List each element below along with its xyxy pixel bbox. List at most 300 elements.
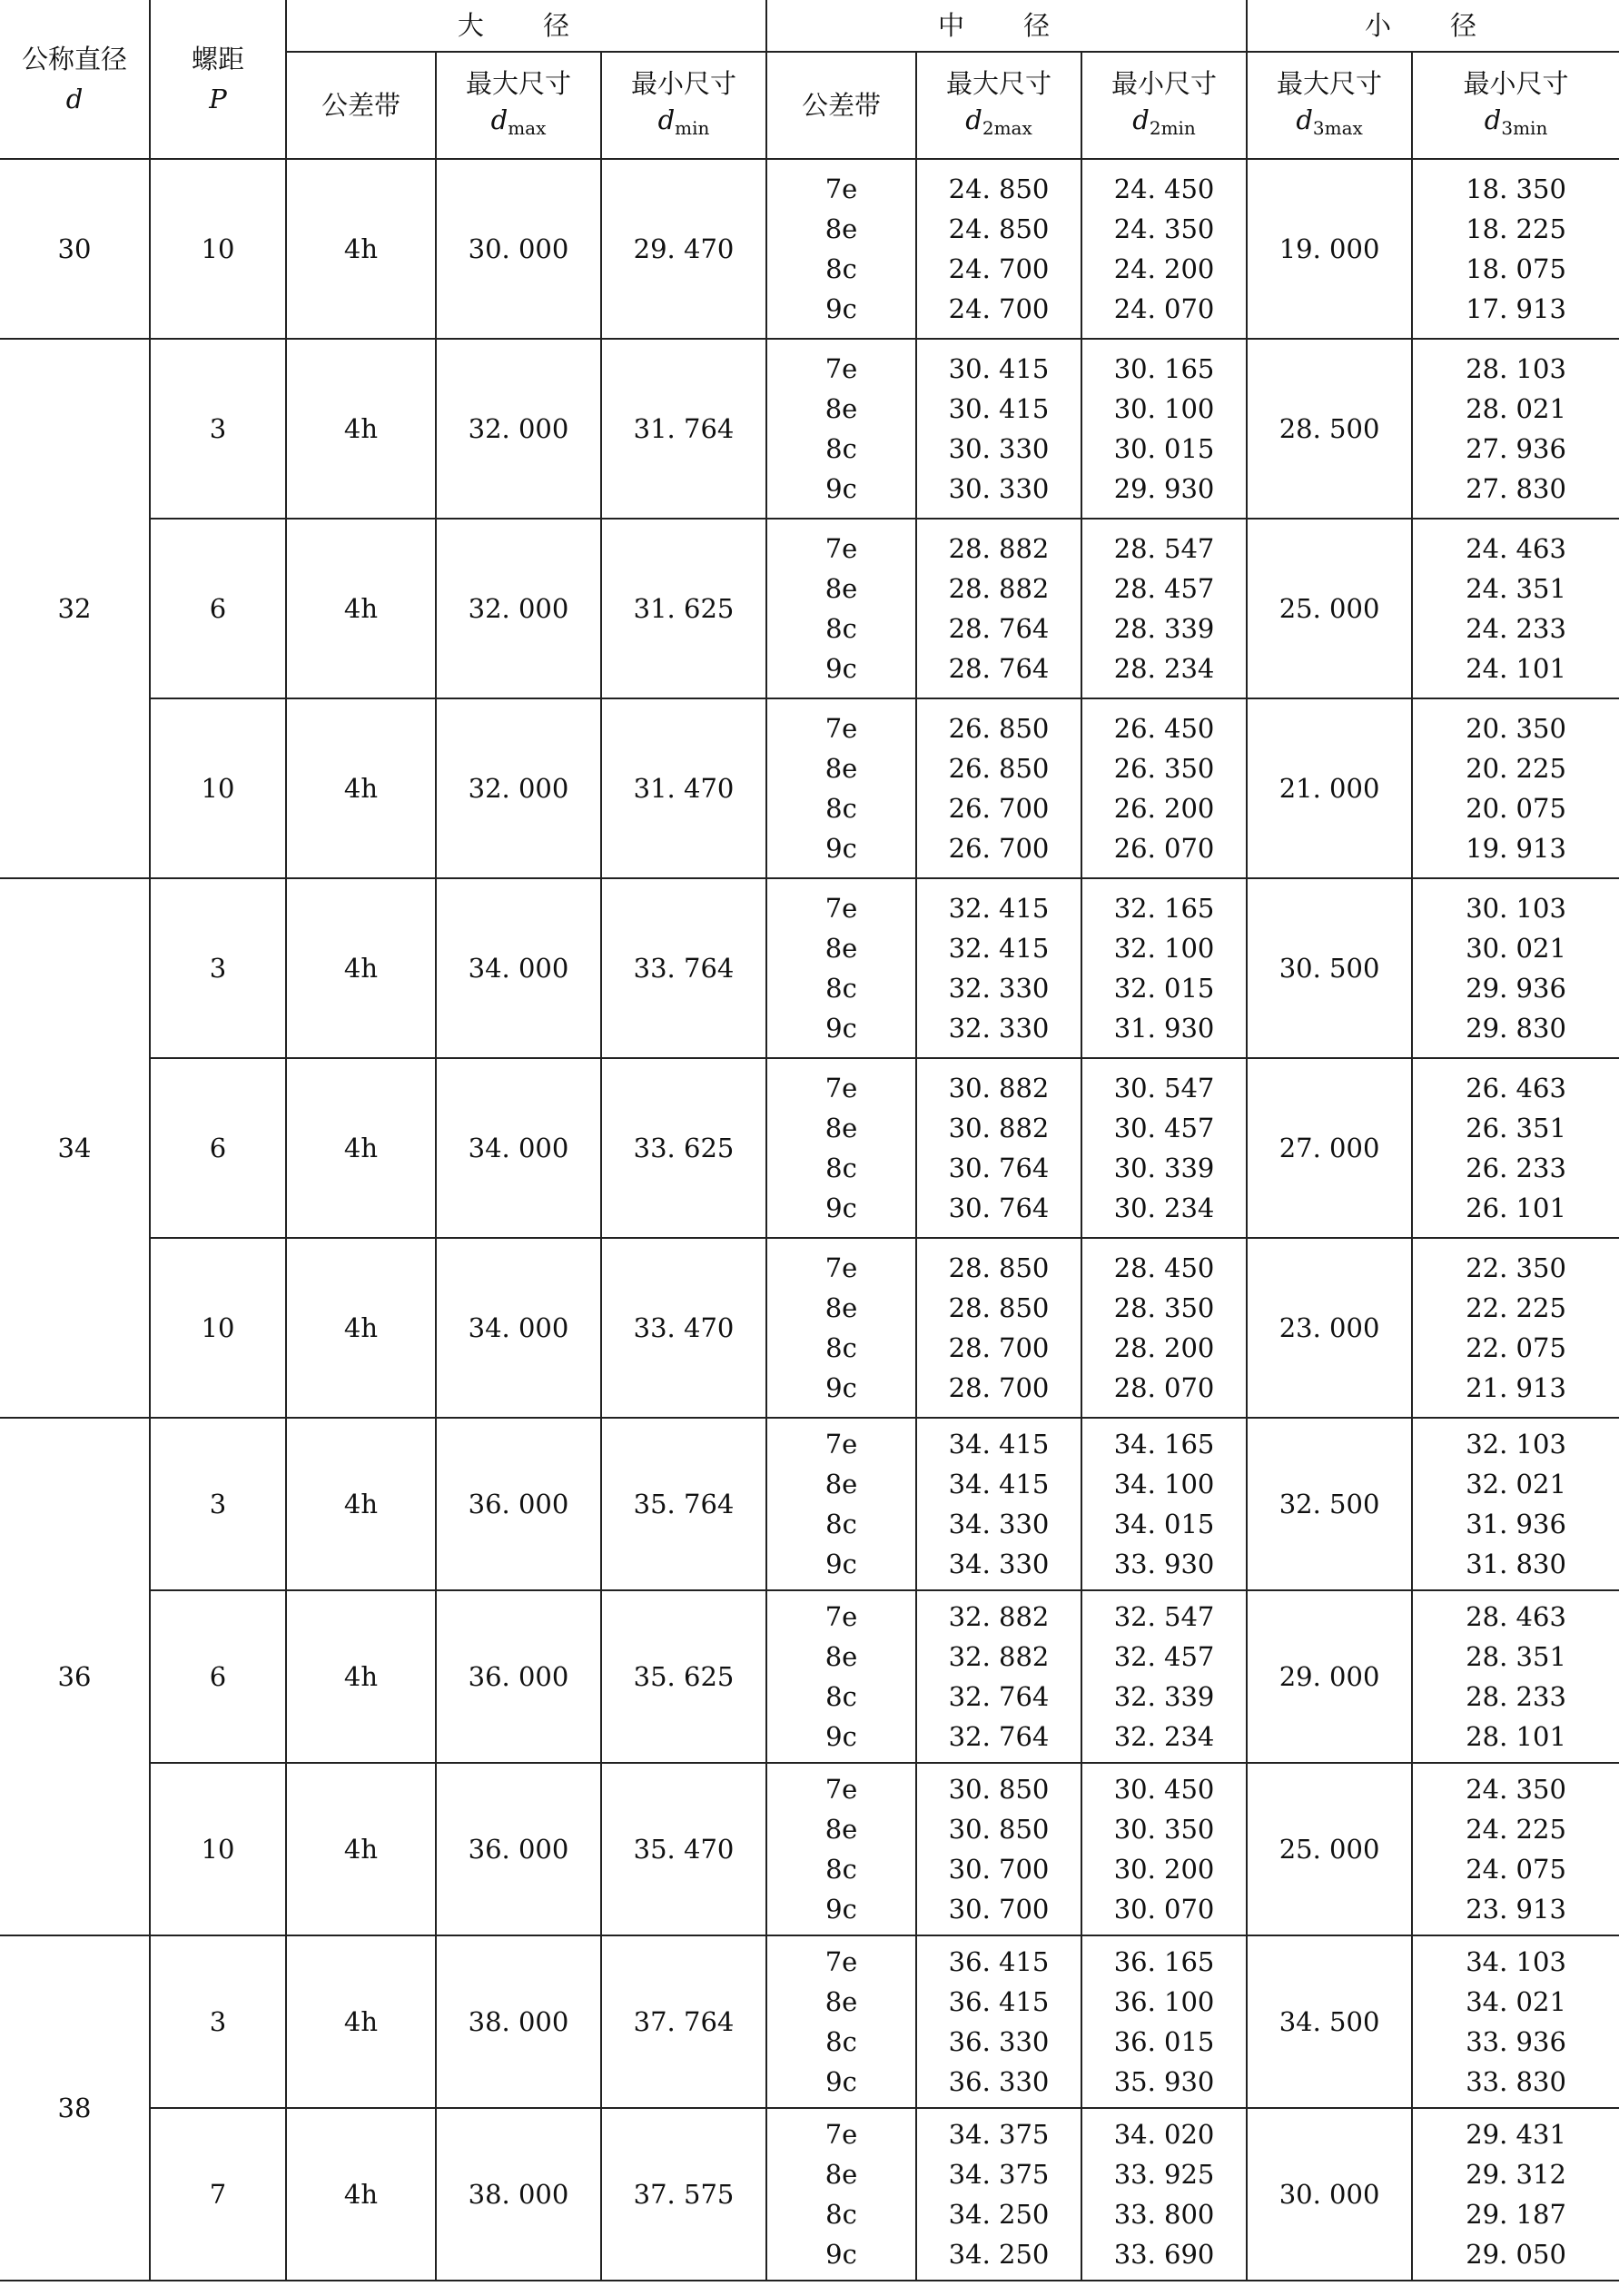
d2min-cell-value: 33. 925 [1113,2159,1215,2190]
d2max-cell-value: 32. 764 [948,1681,1050,1712]
header-nominal-diameter-label: 公称直径 [21,44,127,74]
pitch-tolerance-band-cell [766,1418,916,1590]
header-pitch-label: 螺距 [191,44,244,74]
d3min-cell-value: 29. 050 [1466,2239,1566,2270]
d2max-cell-value: 24. 700 [948,253,1050,284]
d2max-cell-value: 28. 850 [948,1292,1050,1323]
d2max-cell-value: 36. 330 [948,2066,1050,2097]
pitch-tolerance-band-cell [766,1935,916,2108]
d2max-cell-value: 30. 700 [948,1854,1050,1885]
d2min-cell [1081,1935,1247,2108]
header-d2min-symbol: d [1132,104,1150,135]
d3min-cell [1412,698,1619,878]
d3min-cell-value: 22. 225 [1466,1292,1566,1323]
d3max-cell: 29. 000 [1247,1590,1412,1763]
d3min-cell-value: 24. 351 [1466,573,1566,604]
major-tolerance-band-cell: 4h [286,878,436,1058]
d2min-cell-value: 34. 100 [1113,1469,1215,1499]
pitch-tolerance-band-cell-value: 8c [825,613,857,644]
d2max-cell [916,698,1081,878]
d2min-cell-value: 28. 234 [1113,653,1215,684]
header-d3min-symbol: d [1484,104,1502,135]
d2min-cell-value: 30. 450 [1113,1774,1215,1805]
header-dmax-symbol: d [490,104,508,135]
nominal-diameter-cell: 36 [0,1418,150,1935]
d2min-cell-value: 30. 547 [1113,1073,1215,1103]
major-tolerance-band-cell: 4h [286,2108,436,2281]
pitch-cell: 10 [150,1238,286,1418]
d2min-cell [1081,2108,1247,2281]
d2max-cell-value: 26. 700 [948,793,1050,824]
d2max-cell-value: 34. 415 [948,1429,1050,1460]
pitch-tolerance-band-cell-value: 9c [825,1193,857,1223]
d2max-cell-value: 28. 700 [948,1332,1050,1363]
d2max-cell [916,1763,1081,1935]
table-row [0,1590,1619,1763]
d3min-cell-value: 23. 913 [1466,1894,1566,1925]
pitch-tolerance-band-cell-value: 8c [825,2026,857,2057]
pitch-cell: 3 [150,1418,286,1590]
d3max-cell: 28. 500 [1247,339,1412,519]
header-d3max-symbol: d [1296,104,1313,135]
pitch-tolerance-band-cell-value: 8e [824,933,858,964]
header-dmax-label: 最大尺寸 [465,67,571,99]
d2min-cell-value: 28. 450 [1113,1252,1215,1283]
d2min-cell-value: 30. 200 [1113,1854,1215,1885]
d2min-cell-value: 28. 070 [1113,1372,1215,1403]
d2min-cell-value: 28. 200 [1113,1332,1215,1363]
nominal-diameter-cell: 34 [0,878,150,1418]
d2max-cell [916,1238,1081,1418]
pitch-tolerance-band-cell-value: 7e [824,1429,858,1460]
d3min-cell-value: 28. 233 [1466,1681,1566,1712]
d3min-cell [1412,2108,1619,2281]
d2max-cell-value: 30. 700 [948,1894,1050,1925]
d2min-cell-value: 35. 930 [1113,2066,1215,2097]
d3min-cell-value: 22. 075 [1466,1332,1566,1363]
d3min-cell-value: 30. 021 [1466,933,1566,964]
d2max-cell-value: 32. 882 [948,1641,1050,1672]
header-dmax-sub: max [508,116,547,139]
pitch-tolerance-band-cell-value: 8c [825,433,857,464]
d3min-cell-value: 28. 463 [1466,1601,1566,1632]
d3min-cell-value: 20. 075 [1466,793,1566,824]
major-tolerance-band-cell: 4h [286,1238,436,1418]
d2min-cell [1081,878,1247,1058]
d2max-cell-value: 28. 882 [948,533,1050,564]
dmax-cell: 38. 000 [436,1935,601,2108]
d2max-cell-value: 32. 415 [948,893,1050,924]
d3min-cell-value: 18. 225 [1466,213,1566,244]
d2min-cell-value: 30. 350 [1113,1814,1215,1845]
pitch-tolerance-band-cell-value: 7e [824,2119,858,2150]
header-dmin [601,52,766,159]
d3min-cell-value: 34. 021 [1466,1986,1566,2017]
d2max-cell-value: 34. 250 [948,2199,1050,2230]
d2max-cell-value: 30. 882 [948,1113,1050,1143]
d2max-cell-value: 30. 330 [948,433,1050,464]
d2max-cell [916,2108,1081,2281]
d2max-cell-value: 24. 850 [948,213,1050,244]
d2max-cell [916,1058,1081,1238]
d3min-cell-value: 29. 830 [1466,1013,1566,1044]
d3min-cell-value: 28. 101 [1466,1721,1566,1752]
nominal-diameter-cell: 38 [0,1935,150,2281]
major-tolerance-band-cell: 4h [286,698,436,878]
d3min-cell-value: 18. 350 [1466,173,1566,204]
dmin-cell: 33. 764 [601,878,766,1058]
d3min-cell-value: 24. 463 [1466,533,1566,564]
header-pitch-tolerance-band: 公差带 [766,52,916,159]
pitch-tolerance-band-cell-value: 8e [824,1986,858,2017]
dmax-cell: 32. 000 [436,339,601,519]
pitch-tolerance-band-cell-value: 8e [824,1113,858,1143]
pitch-cell: 3 [150,339,286,519]
header-d3max-label: 最大尺寸 [1277,67,1383,99]
table-row [0,159,1619,339]
d3min-cell [1412,1058,1619,1238]
major-tolerance-band-cell: 4h [286,1935,436,2108]
d2min-cell [1081,1418,1247,1590]
pitch-tolerance-band-cell [766,1590,916,1763]
pitch-tolerance-band-cell-value: 9c [825,1372,857,1403]
d2max-cell [916,1590,1081,1763]
d2min-cell-value: 33. 800 [1113,2199,1215,2230]
pitch-tolerance-band-cell [766,339,916,519]
table-row [0,1238,1619,1418]
header-pitch [150,0,286,159]
pitch-tolerance-band-cell-value: 7e [824,173,858,204]
d3max-cell: 25. 000 [1247,1763,1412,1935]
header-nominal-diameter [0,0,150,159]
d3min-cell-value: 21. 913 [1466,1372,1566,1403]
d2min-cell-value: 36. 165 [1113,1946,1215,1977]
d3min-cell [1412,1590,1619,1763]
d3min-cell [1412,159,1619,339]
pitch-tolerance-band-cell-value: 8e [824,1292,858,1323]
header-d3min-label: 最小尺寸 [1463,67,1569,99]
d3max-cell: 19. 000 [1247,159,1412,339]
d2min-cell-value: 34. 015 [1113,1509,1215,1539]
pitch-tolerance-band-cell-value: 7e [824,1946,858,1977]
pitch-tolerance-band-cell-value: 8e [824,1469,858,1499]
d3min-cell [1412,1935,1619,2108]
pitch-tolerance-band-cell-value: 9c [825,1894,857,1925]
pitch-tolerance-band-cell-value: 7e [824,1774,858,1805]
d2max-cell-value: 30. 415 [948,353,1050,384]
d2min-cell-value: 36. 100 [1113,1986,1215,2017]
pitch-cell: 3 [150,878,286,1058]
pitch-tolerance-band-cell-value: 8c [825,1681,857,1712]
d3min-cell-value: 28. 021 [1466,393,1566,424]
header-d2max-symbol: d [965,104,982,135]
pitch-cell: 6 [150,1058,286,1238]
d2max-cell [916,159,1081,339]
d3min-cell-value: 27. 936 [1466,433,1566,464]
pitch-tolerance-band-cell [766,1763,916,1935]
major-tolerance-band-cell: 4h [286,339,436,519]
d2max-cell-value: 32. 764 [948,1721,1050,1752]
d3min-cell-value: 17. 913 [1466,293,1566,324]
d3min-cell-value: 28. 103 [1466,353,1566,384]
pitch-tolerance-band-cell [766,698,916,878]
d2min-cell-value: 32. 234 [1113,1721,1215,1752]
d2max-cell [916,1935,1081,2108]
header-d3max [1247,52,1412,159]
d2max-cell-value: 34. 375 [948,2119,1050,2150]
dmin-cell: 33. 625 [601,1058,766,1238]
table-row [0,1418,1619,1590]
d3min-cell-value: 26. 101 [1466,1193,1566,1223]
dmax-cell: 36. 000 [436,1590,601,1763]
pitch-tolerance-band-cell-value: 9c [825,653,857,684]
d2min-cell-value: 24. 450 [1113,173,1215,204]
pitch-tolerance-band-cell-value: 7e [824,533,858,564]
major-tolerance-band-cell: 4h [286,1590,436,1763]
d2max-cell-value: 28. 882 [948,573,1050,604]
pitch-tolerance-band-cell-value: 9c [825,2239,857,2270]
d3min-cell-value: 30. 103 [1466,893,1566,924]
d3min-cell-value: 31. 830 [1466,1549,1566,1579]
header-d2min-label: 最小尺寸 [1111,67,1218,99]
pitch-tolerance-band-cell [766,2108,916,2281]
d2min-cell-value: 30. 100 [1113,393,1215,424]
major-tolerance-band-cell: 4h [286,519,436,698]
header-pitch-symbol: P [209,84,227,114]
d3min-cell-value: 24. 225 [1466,1814,1566,1845]
d3max-cell: 21. 000 [1247,698,1412,878]
pitch-tolerance-band-cell-value: 8c [825,253,857,284]
header-pitch-diameter: 中 径 [766,0,1247,52]
pitch-tolerance-band-cell-value: 9c [825,2066,857,2097]
pitch-tolerance-band-cell-value: 9c [825,1721,857,1752]
d2max-cell-value: 26. 850 [948,713,1050,744]
d3min-cell-value: 26. 463 [1466,1073,1566,1103]
pitch-tolerance-band-cell [766,1238,916,1418]
pitch-cell: 10 [150,698,286,878]
pitch-tolerance-band-cell [766,1058,916,1238]
d3min-cell-value: 22. 350 [1466,1252,1566,1283]
table-row [0,1935,1619,2108]
d3min-cell-value: 20. 350 [1466,713,1566,744]
d3min-cell-value: 27. 830 [1466,473,1566,504]
dmin-cell: 37. 764 [601,1935,766,2108]
d3min-cell-value: 24. 075 [1466,1854,1566,1885]
table-row [0,2108,1619,2281]
d2max-cell [916,878,1081,1058]
d3min-cell [1412,1763,1619,1935]
d2max-cell-value: 30. 330 [948,473,1050,504]
d3min-cell-value: 29. 936 [1466,973,1566,1004]
d2max-cell-value: 36. 415 [948,1986,1050,2017]
dmax-cell: 36. 000 [436,1763,601,1935]
d3min-cell-value: 34. 103 [1466,1946,1566,1977]
pitch-tolerance-band-cell-value: 8c [825,1854,857,1885]
dmin-cell: 31. 470 [601,698,766,878]
d2max-cell-value: 30. 850 [948,1814,1050,1845]
d3min-cell-value: 32. 021 [1466,1469,1566,1499]
pitch-cell: 6 [150,519,286,698]
pitch-tolerance-band-cell-value: 8e [824,213,858,244]
dmin-cell: 35. 764 [601,1418,766,1590]
pitch-tolerance-band-cell-value: 8e [824,573,858,604]
header-d3max-sub: 3max [1312,116,1363,139]
d2min-cell-value: 30. 457 [1113,1113,1215,1143]
d2min-cell-value: 28. 457 [1113,573,1215,604]
nominal-diameter-cell: 30 [0,159,150,339]
d2max-cell-value: 30. 882 [948,1073,1050,1103]
header-nominal-diameter-symbol: d [65,84,84,114]
d2max-cell-value: 32. 330 [948,1013,1050,1044]
d2max-cell-value: 28. 764 [948,653,1050,684]
d2max-cell-value: 34. 375 [948,2159,1050,2190]
header-d3min-sub: 3min [1501,116,1548,139]
pitch-tolerance-band-cell-value: 8c [825,2199,857,2230]
d2max-cell-value: 36. 415 [948,1946,1050,1977]
pitch-cell: 10 [150,159,286,339]
pitch-tolerance-band-cell-value: 8e [824,1814,858,1845]
d3min-cell-value: 33. 830 [1466,2066,1566,2097]
dmin-cell: 35. 625 [601,1590,766,1763]
d3max-cell: 25. 000 [1247,519,1412,698]
pitch-tolerance-band-cell-value: 9c [825,833,857,864]
pitch-tolerance-band-cell [766,519,916,698]
d3min-cell-value: 31. 936 [1466,1509,1566,1539]
d2max-cell [916,339,1081,519]
d2min-cell-value: 28. 350 [1113,1292,1215,1323]
major-tolerance-band-cell: 4h [286,159,436,339]
d3min-cell-value: 29. 431 [1466,2119,1566,2150]
pitch-tolerance-band-cell-value: 9c [825,473,857,504]
d2min-cell-value: 32. 339 [1113,1681,1215,1712]
dmax-cell: 38. 000 [436,2108,601,2281]
pitch-tolerance-band-cell-value: 9c [825,1013,857,1044]
d3min-cell-value: 29. 312 [1466,2159,1566,2190]
pitch-tolerance-band-cell-value: 7e [824,353,858,384]
d3min-cell-value: 24. 233 [1466,613,1566,644]
d2min-cell-value: 34. 165 [1113,1429,1215,1460]
d2max-cell-value: 28. 764 [948,613,1050,644]
pitch-cell: 10 [150,1763,286,1935]
d3min-cell-value: 26. 351 [1466,1113,1566,1143]
d2max-cell-value: 32. 415 [948,933,1050,964]
pitch-tolerance-band-cell-value: 8e [824,1641,858,1672]
d2max-cell-value: 26. 850 [948,753,1050,784]
d2min-cell-value: 26. 350 [1113,753,1215,784]
d2max-cell-value: 34. 415 [948,1469,1050,1499]
d2min-cell-value: 28. 339 [1113,613,1215,644]
d2min-cell-value: 24. 070 [1113,293,1215,324]
pitch-tolerance-band-cell [766,159,916,339]
d2min-cell-value: 26. 200 [1113,793,1215,824]
d2min-cell-value: 26. 450 [1113,713,1215,744]
header-d2min [1081,52,1247,159]
d3min-cell-value: 28. 351 [1466,1641,1566,1672]
header-dmax [436,52,601,159]
d2min-cell-value: 24. 350 [1113,213,1215,244]
d3min-cell-value: 24. 101 [1466,653,1566,684]
pitch-tolerance-band-cell-value: 8e [824,2159,858,2190]
pitch-tolerance-band-cell-value: 7e [824,1073,858,1103]
d2min-cell-value: 26. 070 [1113,833,1215,864]
dmax-cell: 34. 000 [436,878,601,1058]
pitch-cell: 7 [150,2108,286,2281]
pitch-tolerance-band-cell-value: 8c [825,1153,857,1183]
table-row [0,1763,1619,1935]
header-minor-diameter: 小 径 [1247,0,1619,52]
dmin-cell: 37. 575 [601,2108,766,2281]
d2min-cell-value: 30. 234 [1113,1193,1215,1223]
pitch-tolerance-band-cell-value: 8c [825,793,857,824]
header-major-tolerance-band: 公差带 [286,52,436,159]
d3min-cell-value: 32. 103 [1466,1429,1566,1460]
d3max-cell: 30. 000 [1247,2108,1412,2281]
dmin-cell: 35. 470 [601,1763,766,1935]
pitch-cell: 3 [150,1935,286,2108]
header-d2max-label: 最大尺寸 [946,67,1052,99]
d2max-cell-value: 34. 250 [948,2239,1050,2270]
d2max-cell-value: 28. 700 [948,1372,1050,1403]
d2max-cell-value: 36. 330 [948,2026,1050,2057]
header-dmin-symbol: d [657,104,676,135]
d2max-cell-value: 24. 700 [948,293,1050,324]
d3min-cell-value: 26. 233 [1466,1153,1566,1183]
pitch-tolerance-band-cell-value: 7e [824,713,858,744]
pitch-tolerance-band-cell-value: 8c [825,1332,857,1363]
major-tolerance-band-cell: 4h [286,1763,436,1935]
dmax-cell: 30. 000 [436,159,601,339]
d2min-cell-value: 34. 020 [1113,2119,1215,2150]
d2min-cell-value: 33. 690 [1113,2239,1215,2270]
d2max-cell-value: 30. 764 [948,1153,1050,1183]
d3min-cell-value: 19. 913 [1466,833,1566,864]
d3min-cell [1412,519,1619,698]
pitch-tolerance-band-cell-value: 9c [825,293,857,324]
d3min-cell [1412,1418,1619,1590]
d2max-cell-value: 30. 850 [948,1774,1050,1805]
d2min-cell-value: 32. 100 [1113,933,1215,964]
d3min-cell [1412,339,1619,519]
header-dmin-sub: min [675,116,710,139]
d2min-cell [1081,519,1247,698]
dmin-cell: 31. 625 [601,519,766,698]
d2max-cell [916,1418,1081,1590]
d2min-cell [1081,698,1247,878]
dmax-cell: 36. 000 [436,1418,601,1590]
d2min-cell-value: 32. 015 [1113,973,1215,1004]
table-row [0,878,1619,1058]
header-dmin-label: 最小尺寸 [631,67,737,99]
d2min-cell-value: 32. 165 [1113,893,1215,924]
pitch-tolerance-band-cell-value: 7e [824,1252,858,1283]
d2max-cell [916,519,1081,698]
d3min-cell [1412,878,1619,1058]
dmax-cell: 34. 000 [436,1238,601,1418]
d3min-cell-value: 29. 187 [1466,2199,1566,2230]
dmax-cell: 34. 000 [436,1058,601,1238]
d2min-cell [1081,339,1247,519]
d3min-cell-value: 24. 350 [1466,1774,1566,1805]
d3max-cell: 34. 500 [1247,1935,1412,2108]
d2min-cell-value: 30. 339 [1113,1153,1215,1183]
header-major-diameter: 大 径 [286,0,766,52]
pitch-tolerance-band-cell-value: 8e [824,393,858,424]
header-d2min-sub: 2min [1149,116,1196,139]
pitch-tolerance-band-cell-value: 8e [824,753,858,784]
d2max-cell-value: 24. 850 [948,173,1050,204]
d2min-cell-value: 31. 930 [1113,1013,1215,1044]
d2min-cell [1081,1238,1247,1418]
